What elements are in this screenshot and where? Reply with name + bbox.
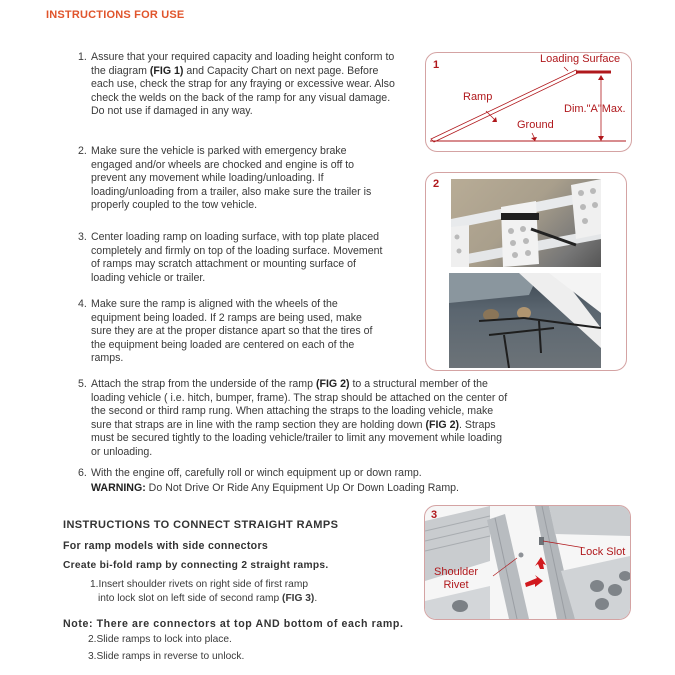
connect-step-3: 3.Slide ramps in reverse to unlock. bbox=[88, 651, 245, 662]
warning-text: Do Not Drive Or Ride Any Equipment Up Or Down Loading Ramp. bbox=[145, 482, 459, 494]
instruction-step-5: 5. Attach the strap from the underside of the ramp (FIG 2) to a structural member of the loading vehicle ( i.e. hitch, bumper, frame). The strap should be attached on the center of the second or third ramp rung. When attaching the straps to the loading vehicle, make sure that straps are in line with the ramp section they are holding down (FIG 2). Straps must be secured tightly to the loading vehicle/trailer to limit any movement while loading or unloading. bbox=[78, 378, 508, 458]
strap-on-ramp-photo bbox=[451, 179, 601, 267]
step-number: 1. bbox=[78, 51, 87, 63]
figure-2-photos bbox=[425, 172, 627, 371]
figure-number: 1 bbox=[433, 59, 440, 71]
lock-slot-label: Lock Slot bbox=[580, 546, 626, 558]
figure-1-diagram bbox=[425, 52, 632, 152]
dim-a-max-label: Dim."A"Max. bbox=[564, 103, 626, 115]
step-number: 5. bbox=[78, 378, 87, 390]
instruction-step-6: 6. With the engine off, carefully roll or winch equipment up or down ramp. WARNING: Do Not Drive Or Ride Any Equipment Up Or Down Loading Ramp. bbox=[78, 467, 459, 494]
ground-label: Ground bbox=[517, 119, 554, 131]
figure-number: 3 bbox=[431, 509, 438, 521]
ramp-connectors-illustration bbox=[425, 506, 630, 619]
bi-fold-subheading: Create bi-fold ramp by connecting 2 straight ramps. bbox=[63, 560, 329, 571]
instruction-step-4: 4. Make sure the ramp is aligned with the wheels of the equipment being loaded. If 2 ramps are being used, make sure they are at the proper distance apart so that the tires of the equipment being loaded are centered on each of the ramps. bbox=[78, 298, 373, 365]
figure-number: 2 bbox=[433, 178, 440, 190]
step-number: 6. bbox=[78, 467, 87, 479]
connect-step-2: 2.Slide ramps to lock into place. bbox=[88, 634, 232, 645]
ramp-diagram-icon bbox=[426, 53, 631, 151]
ramp-label: Ramp bbox=[463, 91, 493, 103]
step-number: 2. bbox=[78, 145, 87, 157]
warning-label: WARNING: bbox=[91, 482, 146, 494]
figure-3-photo bbox=[424, 505, 631, 620]
loading-surface-label: Loading Surface bbox=[540, 53, 621, 65]
connectors-note: Note: There are connectors at top AND bottom of each ramp. bbox=[63, 618, 404, 630]
step-number: 4. bbox=[78, 298, 87, 310]
connect-step-1: 1.Insert shoulder rivets on right side of first ramp into lock slot on left side of second ramp (FIG 3). bbox=[90, 579, 318, 604]
step-number: 3. bbox=[78, 231, 87, 243]
instruction-step-3: 3. Center loading ramp on loading surface, with top plate placed completely and firmly on top of the loading surface. Movement of ramps may scratch attachment or mounting surface of loading vehicle or trailer. bbox=[78, 231, 383, 284]
connect-ramps-heading: INSTRUCTIONS TO CONNECT STRAIGHT RAMPS bbox=[63, 519, 339, 531]
shoulder-rivet-label: Shoulder Rivet bbox=[434, 566, 479, 591]
instruction-step-2: 2. Make sure the vehicle is parked with emergency brake engaged and/or wheels are chocked and engine is off to prevent any movement while loading/unloading. If loading/unloading from a trailer, also make sure the trailer is properly coupled to the tow vehicle. bbox=[78, 145, 372, 212]
side-connectors-subheading: For ramp models with side connectors bbox=[63, 540, 269, 552]
instruction-step-1: 1. Assure that your required capacity and loading height conform to the diagram (FIG 1) and Capacity Chart on next page. Before each use, check the strap for any fraying or excessive wear. Also check the welds on the back of the ramp for any visual damage. Do not use if damaged in any way. bbox=[78, 51, 395, 118]
strap-on-hitch-photo bbox=[449, 273, 601, 368]
page-title: INSTRUCTIONS FOR USE bbox=[46, 9, 185, 21]
